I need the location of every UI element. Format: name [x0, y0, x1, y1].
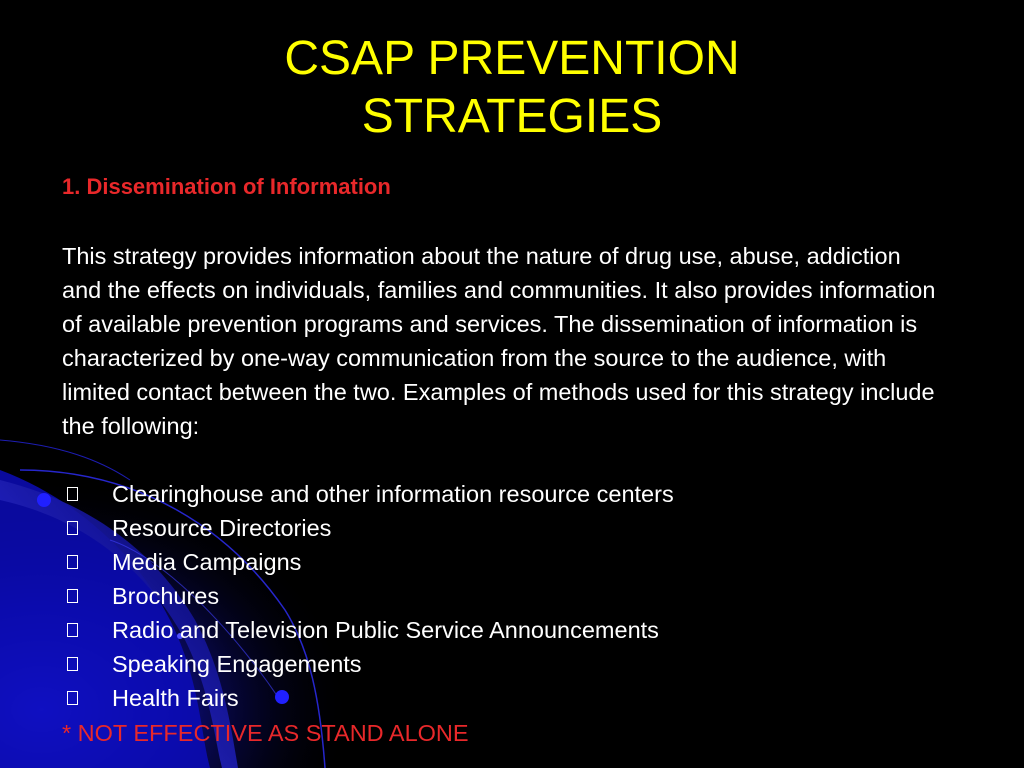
list-item-text: Clearinghouse and other information resource centers [112, 481, 674, 507]
title-line-1: CSAP PREVENTION [284, 32, 740, 85]
warning-note: * NOT EFFECTIVE AS STAND ALONE [62, 720, 469, 746]
body-paragraph: This strategy provides information about the nature of drug use, abuse, addiction and the effects on individuals, families and communities. It also provides information of available prevention programs and services. The dissemination of information is characterized by one-way communication from the source to the audience, with limited contact between the two. Examples of methods used for this strategy include the following: [62, 243, 936, 439]
list-item-text: Radio and Television Public Service Announcements [112, 617, 659, 643]
list-item [62, 647, 674, 681]
list-item-text: Brochures [112, 583, 220, 609]
slide-title [0, 30, 1024, 146]
body-paragraph-container [62, 239, 942, 443]
square-bullet-icon [67, 623, 78, 637]
list-item-text: Resource Directories [112, 515, 332, 541]
square-bullet-icon [67, 487, 78, 501]
list-item [62, 477, 674, 511]
list-item [62, 579, 674, 613]
square-bullet-icon [67, 657, 78, 671]
square-bullet-icon [67, 555, 78, 569]
list-item [62, 613, 674, 647]
square-bullet-icon [67, 589, 78, 603]
list-item [62, 681, 674, 715]
square-bullet-icon [67, 691, 78, 705]
list-item-text: Media Campaigns [112, 549, 302, 575]
methods-list [62, 477, 674, 715]
list-item [62, 545, 674, 579]
title-line-2: STRATEGIES [361, 90, 663, 143]
list-item-text: Speaking Engagements [112, 651, 362, 677]
list-item-text: Health Fairs [112, 685, 239, 711]
square-bullet-icon [67, 521, 78, 535]
section-heading: 1. Dissemination of Information [62, 174, 391, 199]
list-item [62, 511, 674, 545]
